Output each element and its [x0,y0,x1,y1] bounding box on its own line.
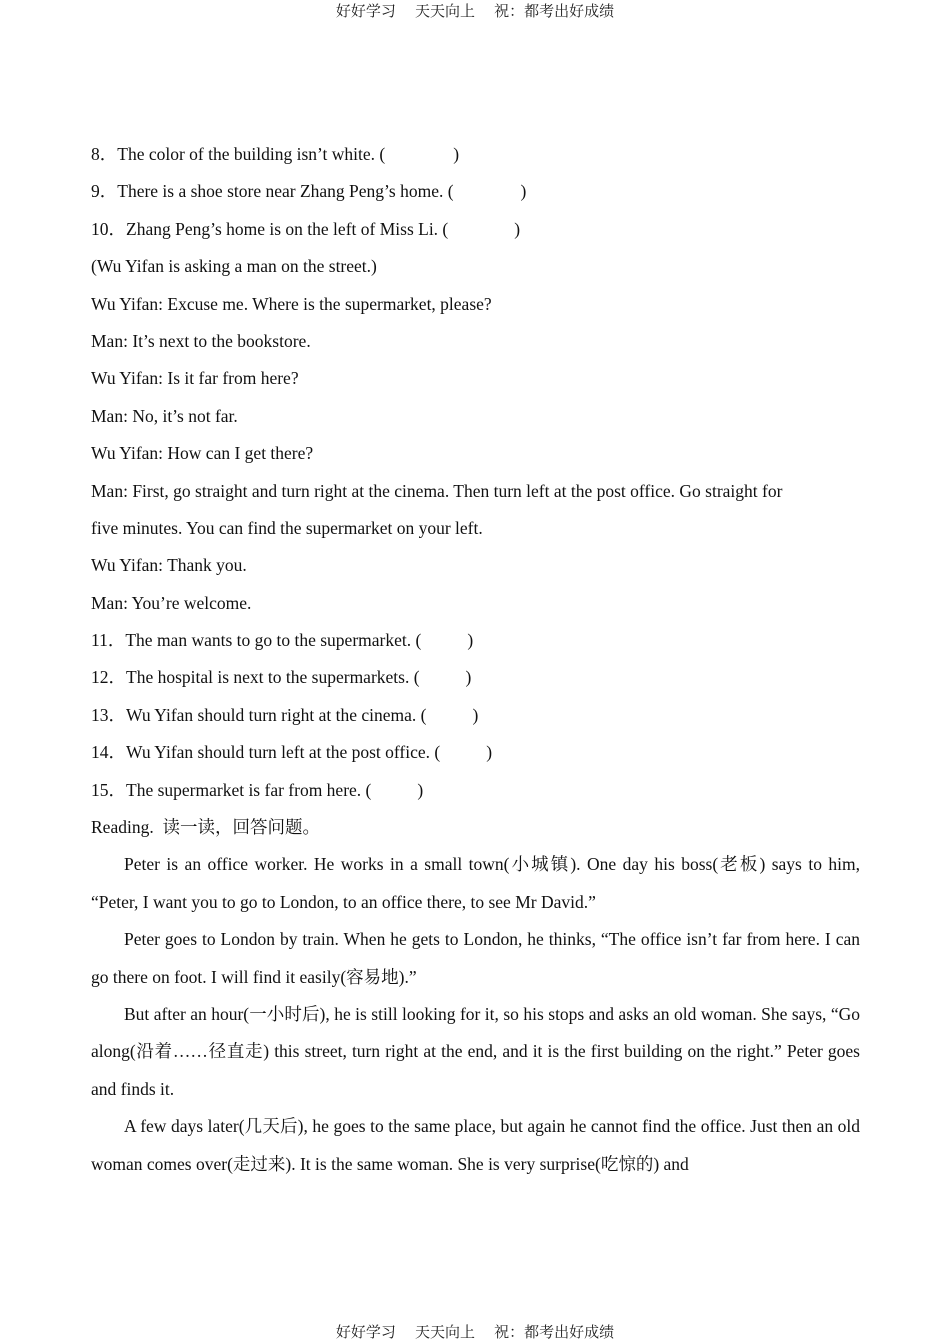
reading-paragraph: A few days later(几天后), he goes to the same place, but again he cannot find the office. Just then an old woman comes over(走过来). It is the same woman. She is very surprise(吃惊的) and [91,1116,860,1174]
reading-paragraph: But after an hour(一小时后), he is still looking for it, so his stops and asks an old woman. She says, “Go along(沿着……径直走) this street, turn right at the end, and it is the first building on the right.” Peter goes and finds it. [91,1004,860,1099]
question-number: 13． [91,704,126,725]
page-header: 好好学习 天天向上 祝：都考出好成绩 [335,2,615,20]
dialogue-line: Wu Yifan: Excuse me. Where is the supermarket, please? [91,293,492,314]
question-13 [91,697,860,734]
question-close: ) [486,742,493,763]
question-close: ) [453,144,460,164]
dialogue-line: Man: It’s next to the bookstore. [91,330,311,351]
dialogue-line: Man: First, go straight and turn right at the cinema. Then turn left at the post office. Go straight for [91,480,783,501]
question-close: ) [514,218,521,239]
dialogue-line: Wu Yifan: How can I get there? [91,443,314,464]
question-text: The supermarket is far from here. ( [126,779,372,800]
question-close: ) [472,704,479,725]
question-close: ) [520,181,527,202]
question-11 [91,622,860,659]
question-number: 9． [91,181,118,202]
question-text: There is a shoe store near Zhang Peng’s home. ( [117,181,454,202]
dialogue-line: (Wu Yifan is asking a man on the street.) [91,256,377,277]
page-footer: 好好学习 天天向上 祝：都考出好成绩 [335,1323,615,1341]
question-12 [91,659,860,696]
question-close: ) [465,667,472,688]
question-number: 11． [91,630,126,651]
dialogue-line: five minutes. You can find the supermarket on your left. [91,517,483,538]
question-number: 8． [91,144,118,164]
question-number: 12． [91,667,126,688]
question-15 [91,772,860,809]
question-text: The man wants to go to the supermarket. ( [125,630,422,651]
question-8 [91,136,860,173]
question-text: Wu Yifan should turn left at the post office. ( [126,742,441,763]
question-text: Wu Yifan should turn right at the cinema. ( [126,704,427,725]
question-text: Zhang Peng’s home is on the left of Miss Li. ( [126,218,449,239]
question-text: The hospital is next to the supermarkets. ( [126,667,420,688]
question-number: 15． [91,779,126,800]
dialogue-line: Wu Yifan: Thank you. [91,555,247,576]
question-14 [91,734,860,771]
question-number: 10． [91,218,126,239]
question-9 [91,173,860,210]
question-close: ) [417,779,424,800]
dialogue-line: Wu Yifan: Is it far from here? [91,368,299,389]
question-10 [91,211,860,248]
document-body [91,136,860,1183]
question-number: 14． [91,742,126,763]
dialogue-line: Man: You’re welcome. [91,592,252,613]
reading-heading: Reading. 读一读，回答问题。 [91,817,320,838]
reading-paragraph: Peter is an office worker. He works in a small town(小城镇). One day his boss(老板) says to him, “Peter, I want you to go to London, to an office there, to see Mr David.” [91,854,860,912]
question-text: The color of the building isn’t white. ( [117,144,386,164]
reading-paragraph: Peter goes to London by train. When he gets to London, he thinks, “The office isn’t far from here. I can go there on foot. I will find it easily(容易地).” [91,929,860,987]
question-close: ) [467,630,474,651]
dialogue-line: Man: No, it’s not far. [91,405,238,426]
